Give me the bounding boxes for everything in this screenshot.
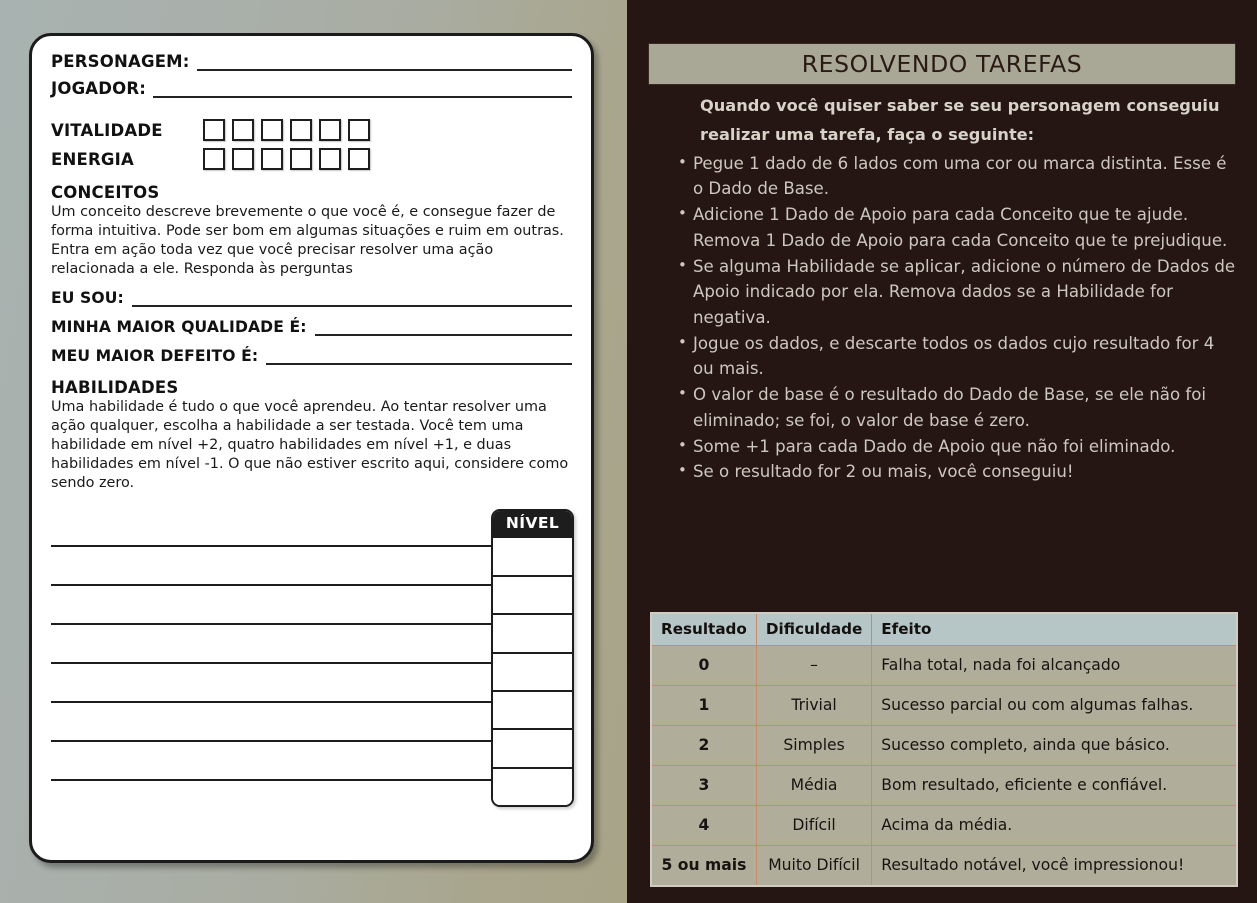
- stat-label-vitalidade: VITALIDADE: [51, 120, 163, 140]
- cell-resultado: 5 ou mais: [651, 846, 756, 887]
- left-panel: [0, 0, 627, 903]
- question-row-qualidade: [51, 318, 572, 336]
- table-row: [651, 686, 1237, 726]
- column-header-resultado: Resultado: [651, 613, 756, 646]
- table-row: [651, 846, 1237, 887]
- cell-resultado: 2: [651, 726, 756, 766]
- defeito-input[interactable]: [266, 351, 572, 365]
- cell-resultado: 3: [651, 766, 756, 806]
- section-body-habilidades: Uma habilidade é tudo o que você aprendeu. Ao tentar resolver uma ação qualquer, escolha a habilidade a ser testada. Você tem uma habilidade em nível +2, quatro habilidades em nível +1, e duas habilidades em nível -1. O que não estiver escrito aqui, considere como sendo zero.: [51, 399, 569, 491]
- column-header-efeito: Efeito: [872, 613, 1237, 646]
- energia-box-6[interactable]: [348, 148, 370, 170]
- section-title-habilidades: HABILIDADES: [51, 378, 179, 398]
- rules-bullet-list: [648, 151, 1240, 485]
- energia-box-4[interactable]: [290, 148, 312, 170]
- field-row-personagem: [51, 53, 572, 71]
- cell-efeito: Acima da média.: [872, 806, 1237, 846]
- cell-efeito: Sucesso parcial ou com algumas falhas.: [872, 686, 1237, 726]
- energia-box-5[interactable]: [319, 148, 341, 170]
- skill-line-7[interactable]: [51, 742, 506, 781]
- vitalidade-box-6[interactable]: [348, 119, 370, 141]
- cell-resultado: 0: [651, 646, 756, 686]
- table-row: [651, 646, 1237, 686]
- column-header-dificuldade: Dificuldade: [756, 613, 871, 646]
- results-table-header-row: [651, 613, 1237, 646]
- cell-efeito: Resultado notável, você impressionou!: [872, 846, 1237, 887]
- section-body-conceitos: Um conceito descreve brevemente o que você é, e consegue fazer de forma intuitiva. Pode ser bom em algumas situações e ruim em outras. Entra em ação toda vez que você precisar resolver uma ação relacionada a ele. Responda às perguntas: [51, 204, 564, 277]
- eu-sou-input[interactable]: [132, 293, 572, 307]
- energia-box-2[interactable]: [232, 148, 254, 170]
- results-table-head: [651, 613, 1237, 646]
- rules-bullet-item: • Some +1 para cada Dado de Apoio que não foi eliminado.: [678, 434, 1240, 460]
- cell-resultado: 4: [651, 806, 756, 846]
- nivel-cell-6[interactable]: [493, 728, 572, 766]
- energia-box-1[interactable]: [203, 148, 225, 170]
- cell-dificuldade: Difícil: [756, 806, 871, 846]
- vitalidade-box-3[interactable]: [261, 119, 283, 141]
- nivel-cell-4[interactable]: [493, 652, 572, 690]
- cell-efeito: Falha total, nada foi alcançado: [872, 646, 1237, 686]
- rules-bullet-item: • O valor de base é o resultado do Dado de Base, se ele não foi eliminado; se foi, o valor de base é zero.: [678, 382, 1240, 433]
- skill-line-6[interactable]: [51, 703, 506, 742]
- jogador-input[interactable]: [153, 83, 572, 98]
- results-table-body: [651, 646, 1237, 887]
- character-sheet-card: [29, 33, 594, 863]
- cell-dificuldade: Muito Difícil: [756, 846, 871, 887]
- cell-dificuldade: Simples: [756, 726, 871, 766]
- cell-efeito: Bom resultado, eficiente e confiável.: [872, 766, 1237, 806]
- section-title-conceitos: CONCEITOS: [51, 183, 160, 203]
- cell-dificuldade: Trivial: [756, 686, 871, 726]
- results-table: [650, 612, 1238, 887]
- nivel-column-header: NÍVEL: [493, 511, 572, 536]
- field-label-jogador: JOGADOR:: [51, 79, 147, 99]
- rules-bullet-item: • Adicione 1 Dado de Apoio para cada Conceito que te ajude. Remova 1 Dado de Apoio para cada Conceito que te prejudique.: [678, 202, 1240, 253]
- vitalidade-boxes: [203, 119, 370, 141]
- table-row: [651, 726, 1237, 766]
- table-row: [651, 766, 1237, 806]
- qualidade-input[interactable]: [315, 322, 572, 336]
- rules-bullet-item: • Jogue os dados, e descarte todos os dados cujo resultado for 4 ou mais.: [678, 331, 1240, 382]
- nivel-cell-1[interactable]: [493, 536, 572, 574]
- rules-intro-text: Quando você quiser saber se seu personagem conseguiu realizar uma tarefa, faça o seguinte:: [700, 96, 1220, 144]
- question-label-defeito: MEU MAIOR DEFEITO É:: [51, 347, 259, 366]
- cell-dificuldade: Média: [756, 766, 871, 806]
- cell-dificuldade: –: [756, 646, 871, 686]
- nivel-cell-2[interactable]: [493, 575, 572, 613]
- energia-boxes: [203, 148, 370, 170]
- nivel-cell-7[interactable]: [493, 767, 572, 805]
- rules-body: [648, 92, 1240, 485]
- skill-line-4[interactable]: [51, 625, 506, 664]
- rules-header-bar: [648, 43, 1236, 85]
- cell-efeito: Sucesso completo, ainda que básico.: [872, 726, 1237, 766]
- question-row-defeito: [51, 347, 572, 365]
- skill-line-2[interactable]: [51, 547, 506, 586]
- question-row-eu-sou: [51, 289, 572, 307]
- vitalidade-box-5[interactable]: [319, 119, 341, 141]
- stat-label-energia: ENERGIA: [51, 149, 134, 169]
- skills-area: [51, 506, 572, 802]
- vitalidade-box-2[interactable]: [232, 119, 254, 141]
- question-label-eu-sou: EU SOU:: [51, 289, 124, 308]
- field-label-personagem: PERSONAGEM:: [51, 52, 190, 71]
- question-label-qualidade: MINHA MAIOR QUALIDADE É:: [51, 318, 307, 337]
- stat-row-energia: [51, 148, 572, 170]
- skill-line-5[interactable]: [51, 664, 506, 703]
- rules-header-title: RESOLVENDO TAREFAS: [801, 50, 1083, 78]
- vitalidade-box-1[interactable]: [203, 119, 225, 141]
- skill-line-3[interactable]: [51, 586, 506, 625]
- field-row-jogador: [51, 80, 572, 98]
- table-row: [651, 806, 1237, 846]
- personagem-input[interactable]: [197, 56, 572, 71]
- skill-line-1[interactable]: [51, 506, 506, 547]
- skill-lines: [51, 506, 506, 781]
- stat-row-vitalidade: [51, 119, 572, 141]
- rules-bullet-item: • Pegue 1 dado de 6 lados com uma cor ou marca distinta. Esse é o Dado de Base.: [678, 151, 1240, 202]
- vitalidade-box-4[interactable]: [290, 119, 312, 141]
- rules-bullet-item: • Se o resultado for 2 ou mais, você conseguiu!: [678, 459, 1240, 485]
- cell-resultado: 1: [651, 686, 756, 726]
- nivel-cell-3[interactable]: [493, 613, 572, 651]
- spacer: [51, 107, 572, 119]
- nivel-column: [491, 509, 574, 807]
- energia-box-3[interactable]: [261, 148, 283, 170]
- rules-bullet-item: • Se alguma Habilidade se aplicar, adicione o número de Dados de Apoio indicado por ela. Remova dados se a Habilidade for negativa.: [678, 254, 1240, 331]
- nivel-cell-5[interactable]: [493, 690, 572, 728]
